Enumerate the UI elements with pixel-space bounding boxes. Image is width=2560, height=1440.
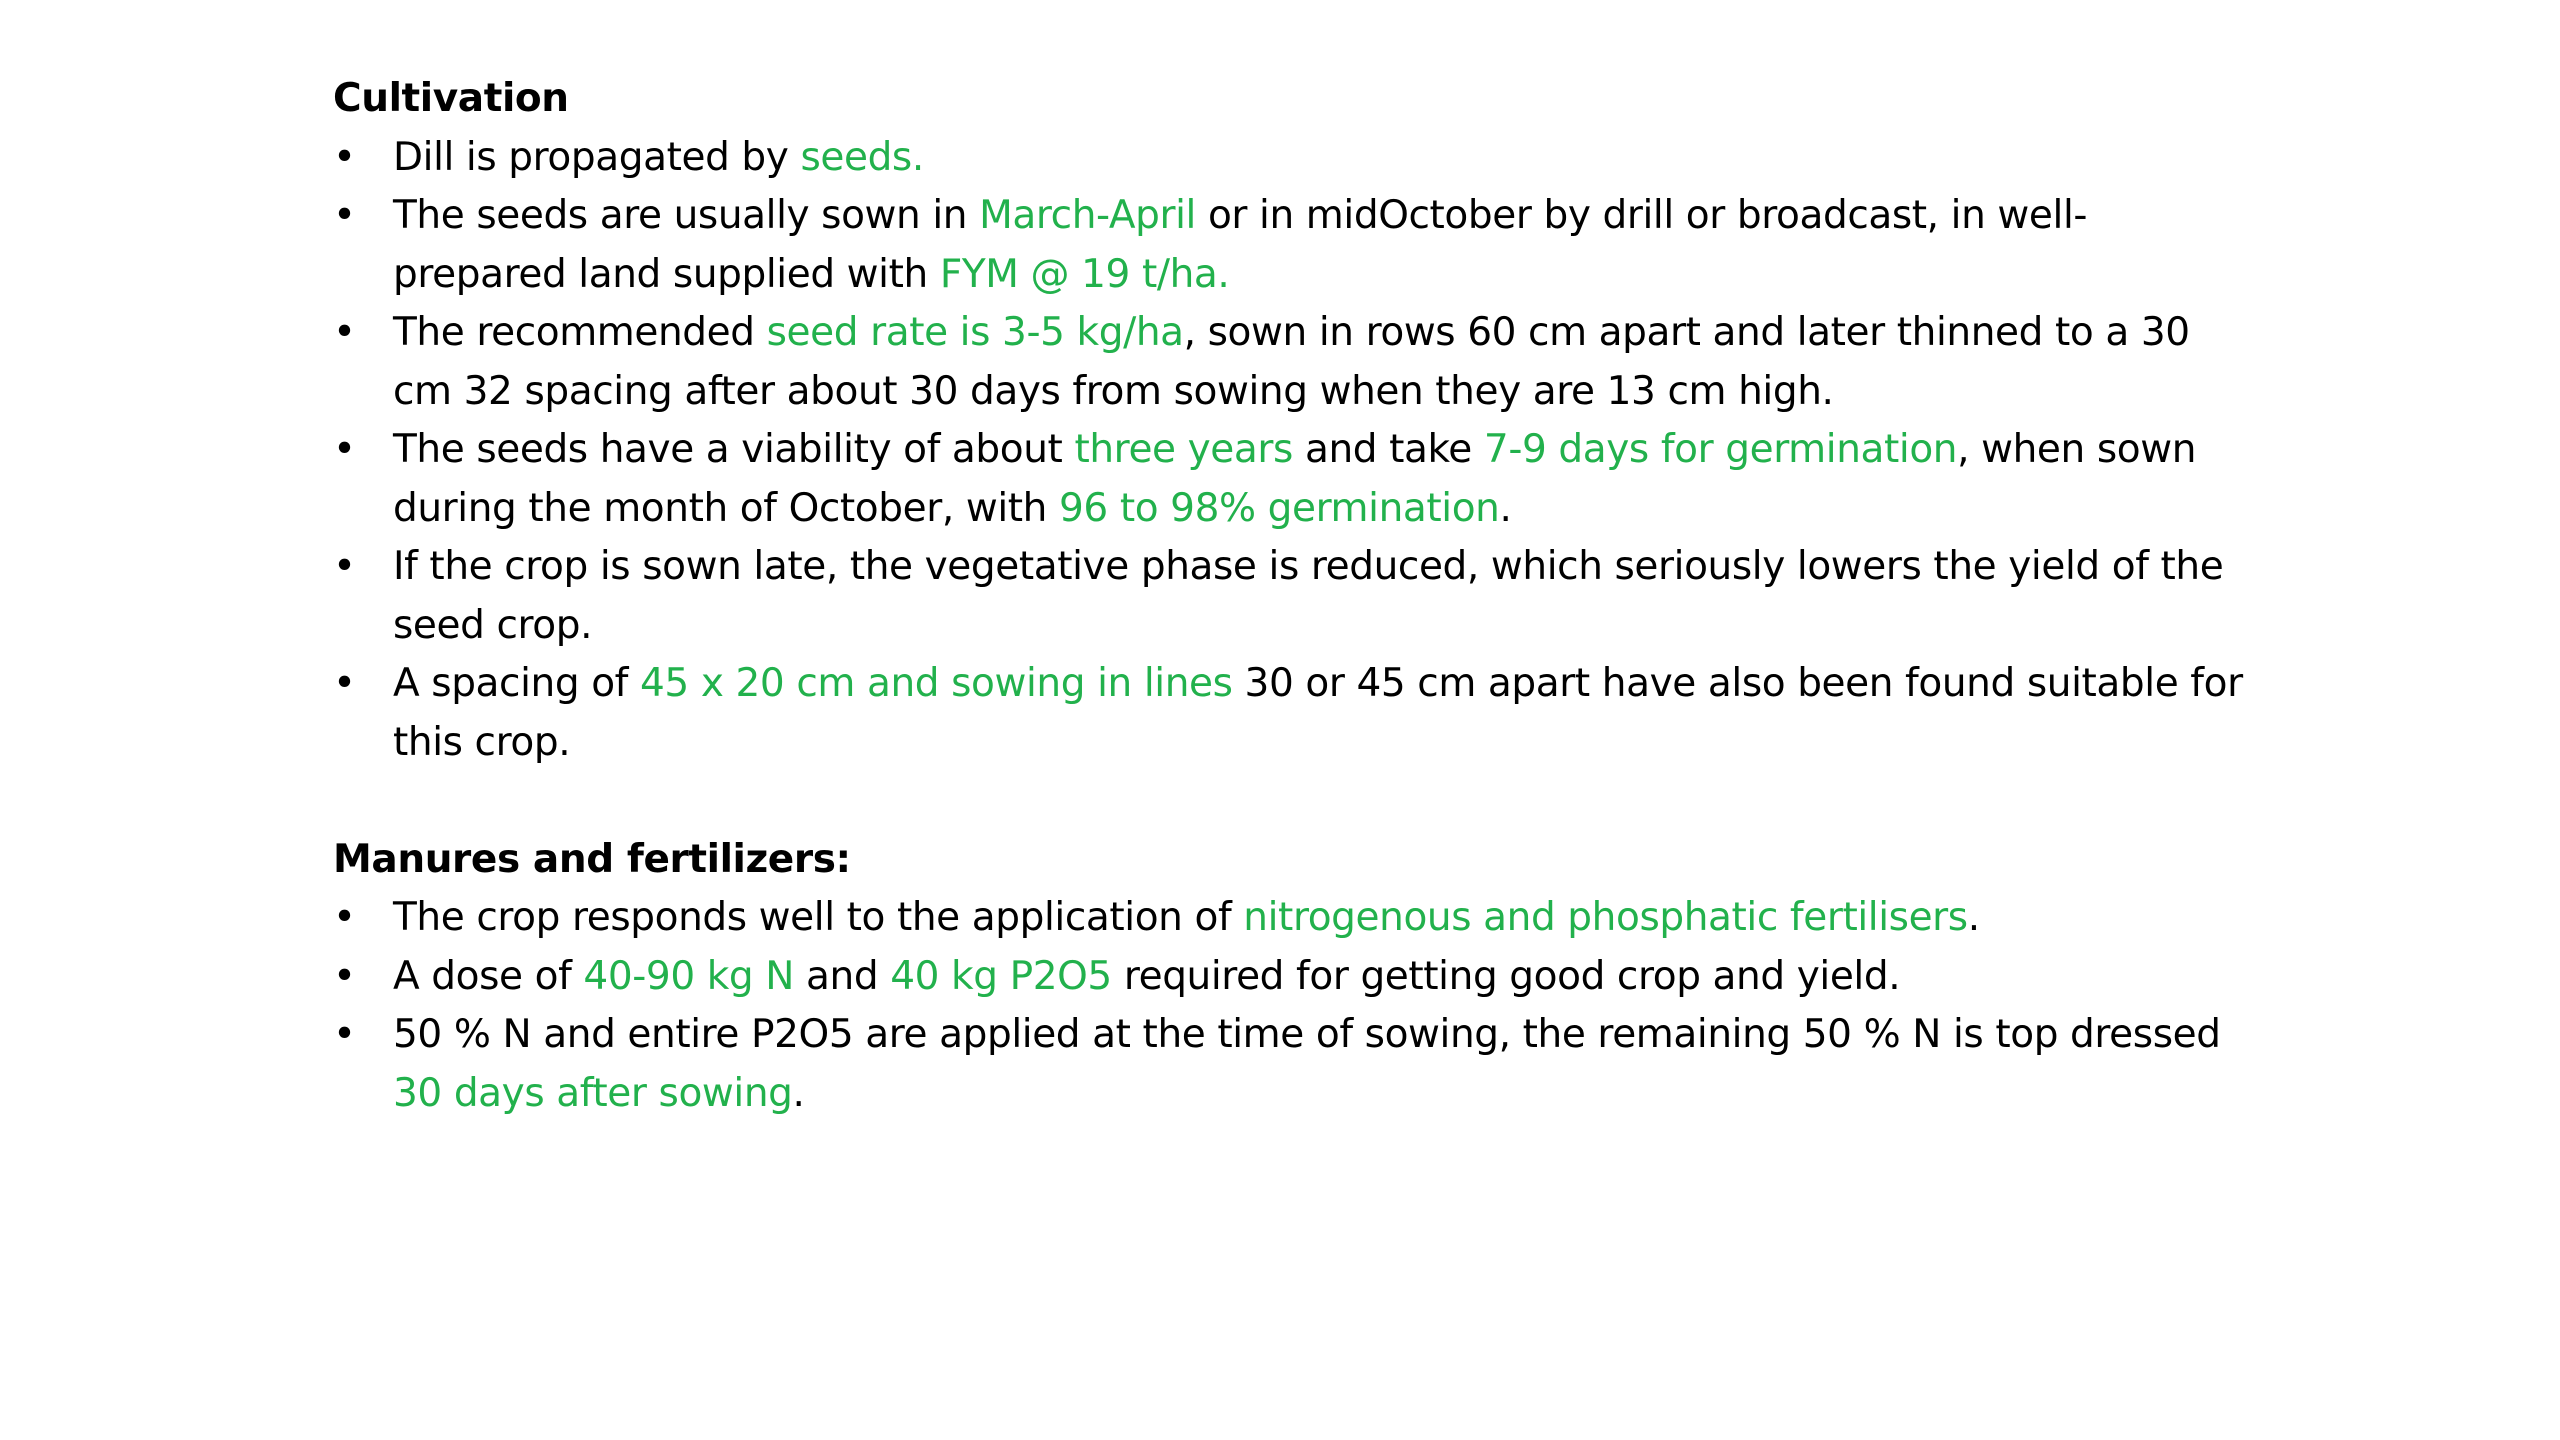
body-text: .	[1499, 485, 1512, 531]
bullet-item	[333, 304, 2253, 421]
highlighted-text: 30 days after sowing	[393, 1070, 793, 1116]
highlighted-text: 96 to 98% germination	[1059, 485, 1500, 531]
bullet-text	[393, 948, 2253, 1007]
bullet-text	[393, 655, 2253, 772]
body-text: The seeds are usually sown in	[393, 193, 980, 238]
highlighted-text: March-April	[979, 193, 1196, 238]
body-text: If the crop is sown late, the vegetative phase is reduced, which seriously lowers the yield of the seed crop.	[393, 544, 2224, 648]
highlighted-text: 45 x 20 cm and sowing in lines	[640, 661, 1233, 706]
cultivation-list	[333, 129, 2253, 773]
manures-list	[333, 889, 2253, 1123]
bullet-text	[393, 421, 2253, 538]
bullet-marker: •	[333, 427, 356, 472]
body-text: .	[792, 1070, 805, 1116]
highlighted-text: seed rate is 3-5 kg/ha	[766, 310, 1184, 355]
bullet-item	[333, 655, 2253, 772]
body-text: 50 % N and entire P2O5 are applied at the time of sowing, the remaining 50 % N is top dressed	[393, 1012, 2221, 1057]
highlighted-text: FYM @ 19 t/ha.	[939, 251, 1230, 297]
body-text: , sown in rows 60 cm apart and later thinned to a 30 cm 32 spacing after about 30 days from sowing when they are 13 cm high.	[393, 310, 2190, 414]
bullet-marker: •	[333, 895, 356, 940]
bullet-item	[333, 421, 2253, 538]
body-text: The crop responds well to the application of	[393, 895, 1244, 940]
bullet-item	[333, 129, 2253, 188]
bullet-item	[333, 187, 2253, 304]
body-text: Dill is propagated by	[393, 134, 801, 180]
body-text: A dose of	[393, 953, 584, 999]
body-text: .	[1967, 895, 1980, 940]
bullet-marker: •	[333, 193, 356, 238]
highlighted-text: nitrogenous and phosphatic fertilisers	[1243, 895, 1968, 940]
body-text: and take	[1292, 427, 1484, 472]
body-text: The seeds have a viability of about	[393, 427, 1075, 472]
highlighted-text: 7-9 days for germination	[1483, 427, 1958, 472]
body-text: and	[794, 953, 891, 999]
cultivation-heading: Cultivation	[333, 76, 569, 121]
bullet-item	[333, 1006, 2253, 1123]
highlighted-text: 40-90 kg N	[583, 953, 795, 999]
body-text: required for getting good crop and yield.	[1111, 953, 1901, 999]
highlighted-text: seeds.	[800, 134, 924, 180]
manures-heading: Manures and fertilizers:	[333, 836, 851, 882]
bullet-item	[333, 948, 2253, 1007]
bullet-text	[393, 187, 2253, 304]
body-text: or in midOctober by drill or broadcast, in well-prepared land supplied with	[393, 193, 2088, 297]
bullet-marker: •	[333, 134, 356, 180]
bullet-marker: •	[333, 544, 356, 589]
bullet-text	[393, 129, 2253, 188]
bullet-marker: •	[333, 661, 356, 706]
slide-content	[333, 70, 2253, 1123]
bullet-marker: •	[333, 953, 356, 999]
bullet-text	[393, 304, 2253, 421]
highlighted-text: 40 kg P2O5	[890, 953, 1112, 999]
bullet-marker: •	[333, 1012, 356, 1057]
highlighted-text: three years	[1074, 427, 1293, 472]
bullet-marker: •	[333, 310, 356, 355]
section-spacer	[333, 772, 2253, 831]
body-text: A spacing of	[393, 661, 640, 706]
bullet-text	[393, 1006, 2253, 1123]
body-text: , when sown during the month of October, with	[393, 427, 2197, 531]
body-text: 30 or 45 cm apart have also been found suitable for this crop.	[393, 661, 2243, 765]
bullet-item	[333, 538, 2253, 655]
bullet-text	[393, 538, 2253, 655]
bullet-text	[393, 889, 2253, 948]
bullet-item	[333, 889, 2253, 948]
body-text: The recommended	[393, 310, 767, 355]
